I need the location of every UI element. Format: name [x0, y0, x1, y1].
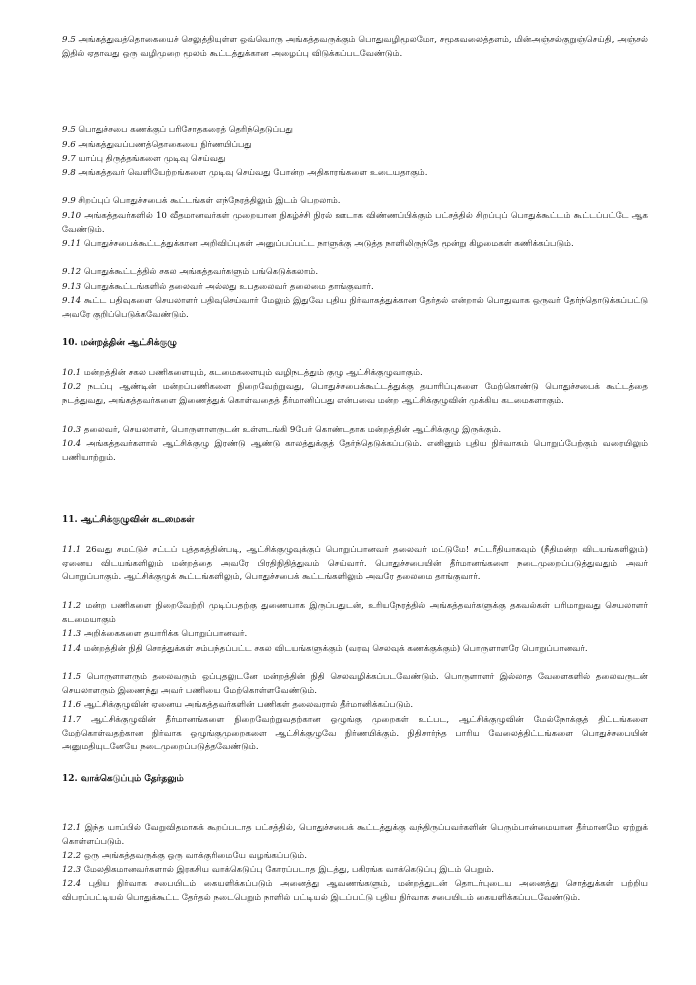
clause-11-1: 11.1 26வது சமட்டுச் சட்டப் புத்தகத்தின்படி, ஆட்சிக்குழுவுக்குப் பொறுப்பானவர் தலைவர் மட்டுமே! சட்டரீதியாகவும் (நீதிமன்ற விடயங்களிலும்) ஏனைய விடயங்களிலும் மன்றத்தை அவரே பிரதிநிதித்துவம் செய்வார். பொதுச்சபையின் தீர்மானங்களை நடைமுறைப்படுத்துவதும் அவர் பொறுப்பாகும். ஆட்சிக்குழுக் கூட்டங்களிலும், பொதுச்சபைக் கூட்டங்களிலும் அவரே தலைமை தாங்குவார்.: [62, 545, 648, 583]
clause-12-1: 12.1 இந்த யாப்பில் வேறுவிதமாகக் கூறப்படாத பட்சத்தில், பொதுச்சபைக் கூட்டத்துக்கு வந்திருப்பவர்களின் பெரும்பான்மையான தீர்மானமே ஏற்றுக் கொள்ளப்படும்.: [62, 823, 648, 847]
clause-9-14: 9.14 கூட்ட பதிவுகளை செயலாளர் பதிவுசெய்வார் மேலும் இதுவே புதிய நிர்வாகத்துக்கான தேர்தல் என்றால் பொதுவாக ஒருவர் தேர்ந்தொடுக்கப்பட்டு அவரே குறிப்பெடுக்கவேண்டும்.: [62, 296, 648, 320]
section-heading-12: 12. வாக்கெடுப்பும் தேர்தலும்: [62, 774, 184, 784]
clause-10-4: 10.4 அங்கத்தவர்களால் ஆட்சிக்குழு இரண்டு ஆண்டு காலத்துக்குத் தேர்ந்தெடுக்கப்படும். எனினும் புதிய நிர்வாகம் பொறுப்பேற்கும் வரையிலும் பணியாற்றும்.: [62, 439, 648, 463]
clause-10-3: 10.3 தலைவர், செயலாளர், பொருளாளருடன் உள்ளடங்கி 9பேர் கொண்டதாக மன்றத்தின் ஆட்சிக்குழு இருக்கும்.: [62, 425, 502, 435]
clause-9-6: 9.6 அங்கத்துவப்பணத்தொகையை நிர்ணயிப்பது: [62, 140, 252, 150]
clause-9-12: 9.12 பொதுக்கூட்டத்தில் சகல அங்கத்தவர்களும் பங்கெடுக்கலாம்.: [62, 267, 319, 277]
clause-9-5a: 9.5 அங்கத்துவத்தொகையைச் செலுத்தியுள்ள ஒவ்வொரு அங்கத்தவருக்கும் பொதுவழிமூலமோ, சமூகவலைத்தளம், மின்அஞ்சல்குறுஞ்செய்தி, அஞ்சல் இதில் ஏதாவது ஒரு வழிமுறை மூலம் கூட்டத்துக்கான அழைப்பு விடுக்கப்படவேண்டும்.: [62, 35, 648, 59]
clause-9-7: 9.7 யாப்பு திருத்தங்களை முடிவு செய்வது: [62, 154, 226, 164]
clause-11-5: 11.5 பொருளாளரும் தலைவரும் ஒப்புதலுடனே மன்றத்தின் நிதி செலவழிக்கப்படவேண்டும். பொருளாளர் இல்லாத வேளைகளில் தலைவருடன் செயலாளரும் இணைந்து அவர் பணியை மேற்கொள்ளவேண்டும்.: [62, 672, 648, 696]
clause-11-6: 11.6 ஆட்சிக்குழுவின் ஏனைய அங்கத்தவர்களின் பணிகள் தலைவரால் தீர்மானிக்கப்படும்.: [62, 700, 414, 710]
clause-11-4: 11.4 மன்றத்தின் நிதி சொத்துக்கள் சம்பந்தப்பட்ட சகல விடயங்களுக்கும் (வரவு செலவுக் கணக்குக்கும்) பொருளாளரே பொறுப்பானவர்.: [62, 644, 588, 654]
clause-11-2: 11.2 மன்ற பணிகளை நிறைவேற்றி முடிப்பதற்கு துணையாக இருப்பதுடன், உரியநேரத்தில் அங்கத்தவர்களுக்கு தகவல்கள் பரிமாறுவது செயலாளர் கடமையாகும்: [62, 601, 648, 625]
clause-9-10: 9.10 அங்கத்தவர்களில் 10 வீதமானவர்கள் முறையான நிகழ்ச்சி நிரல் ஊடாக விண்ணப்பிக்கும் பட்சத்தில் சிறப்புப் பொதுக்கூட்டம் கூட்டப்பட்டே ஆக வேண்டும்.: [62, 211, 648, 235]
clause-12-4: 12.4 புதிய நிர்வாக சபையிடம் கையளிக்கப்படும் அனைத்து ஆவணங்களும், மன்றத்துடன் தொடர்புடைய அனைத்து சொத்துக்கள் பற்றிய விபரப்பட்டியல் பொதுக்கூட்ட தேர்தல் நடைபெறும் நாளில் பட்டியல் இடப்பட்டு புதிய நிர்வாக சபையிடம் கையளிக்கப்படவேண்டும்.: [62, 879, 649, 903]
clause-9-8: 9.8 அங்கத்தவர் வெளியேற்றங்களை முடிவு செய்வது போன்ற அதிகாரங்களை உடையதாகும்.: [62, 168, 428, 178]
clause-11-7: 11.7 ஆட்சிக்குழுவின் தீர்மானங்களை நிறைவேற்றுவதற்கான ஒழுங்கு முறைகள் உட்பட, ஆட்சிக்குழுவின் மேல்நோக்குத் திட்டங்களை மேற்கொள்வதற்கான நிர்வாக ஒழுங்குமுறைகளை ஆட்சிக்குழுவே நிர்ணயிக்கும். நிதிசார்ந்த பாரிய வேலைத்திட்டங்களை பொதுச்சபையின் அனுமதியுடனேயே நடைமுறைப்படுத்தவேண்டும்.: [62, 715, 648, 753]
clause-9-13: 9.13 பொதுக்கூட்டங்களில் தலைவர் அல்லது உபதலைவர் தலைமை தாங்குவார்.: [62, 282, 374, 292]
clause-10-2: 10.2 நடப்பு ஆண்டின் மன்றப்பணிகளை நிறைவேற்றுவது, பொதுச்சபைக்கூட்டத்துக்கு தயாரிப்புகளை மேற்கொண்டு பொதுச்சபைக் கூட்டத்தை நடத்துவது, அங்கத்தவர்களை இணைத்துக் கொள்வதைத் தீர்மானிப்பது என்பவை மன்ற ஆட்சிக்குழுவின் முக்கிய கடமைகளாகும்.: [62, 382, 648, 406]
clause-12-3: 12.3 மேலதிகமானவர்களால் இரகசிய வாக்கெடுப்பு கோரப்படாத இடத்து, பகிரங்க வாக்கெடுப்பு இடம் பெறும்.: [62, 865, 495, 875]
clause-12-2: 12.2 ஒரு அங்கத்தவருக்கு ஒரு வாக்குரிமையே வழங்கப்படும்.: [62, 851, 307, 861]
clause-11-3: 11.3 அறிக்கைகளை தயாரிக்க பொறுப்பானவர்.: [62, 629, 248, 639]
clause-9-11: 9.11 பொதுச்சபைக்கூட்டத்துக்கான அறிவிப்புகள் அனுப்பப்பட்ட நாளுக்கு அடுத்த நாளிலிருந்தே மூன்று கிழமைகள் கணிக்கப்படும்.: [62, 239, 574, 249]
section-heading-10: 10. மன்றத்தின் ஆட்சிக்குழு: [62, 338, 177, 348]
clause-9-5b: 9.5 பொதுச்சபை கணக்குப் பரிசோதகரைத் தெரிந்தெடுப்பது: [62, 125, 293, 135]
clause-10-1: 10.1 மன்றத்தின் சகல பணிகளையும், கடமைகளையும் வழிநடத்தும் குழு ஆட்சிக்குழுவாகும்.: [62, 368, 423, 378]
clause-9-9: 9.9 சிறப்புப் பொதுச்சபைக் கூட்டங்கள் எந்நேரத்திலும் இடம் பெறலாம்.: [62, 196, 341, 206]
section-heading-11: 11. ஆட்சிக்குழுவின் கடமைகள்: [62, 515, 195, 525]
